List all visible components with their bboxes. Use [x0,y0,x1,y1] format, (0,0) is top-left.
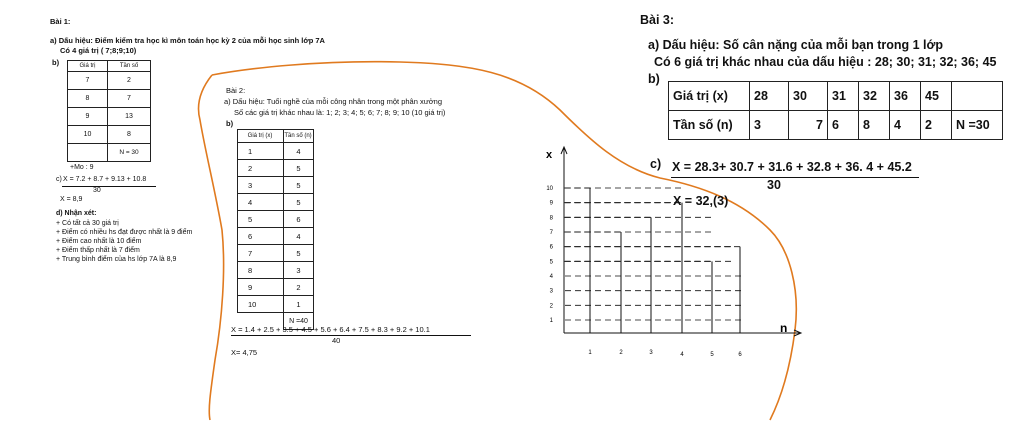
table-row [238,177,314,194]
bai3-b-label: b) [648,72,660,86]
table-row [68,126,151,144]
value-cell: 32 [859,82,890,111]
bai2-title: Bài 2: [226,86,246,95]
freq-cell: 4 [284,143,314,160]
freq-cell: 5 [284,177,314,194]
bai2-frequency-table [237,129,314,330]
bai3-mean-denominator: 30 [767,178,781,192]
table-header: Tần số [108,61,151,72]
freq-cell: 2 [108,72,151,90]
table-header: Giá trị [68,61,108,72]
x-tick-label: 5 [710,352,714,358]
x-tick-label: 6 [738,352,742,358]
freq-cell: 3 [284,262,314,279]
value-cell: 7 [68,72,108,90]
freq-cell: 7 [789,111,828,140]
x-tick-label: 1 [588,350,592,356]
value-cell: 3 [238,177,284,194]
table-row [68,108,151,126]
x-axis-label: n [780,321,788,335]
y-tick-label: 6 [549,244,553,251]
y-tick-label: 4 [549,274,553,280]
y-tick-label: 10 [546,186,553,192]
table-row [238,228,314,245]
fraction-bar [231,335,471,336]
bai1-d-item: + Điểm thấp nhất là 7 điểm [56,247,140,254]
table-row [669,111,1003,140]
fraction-bar [62,186,156,187]
table-row [238,296,314,313]
value-cell: 4 [238,194,284,211]
bai2-a-line1: a) Dấu hiệu: Tuổi nghề của mỗi công nhân trong một phân xưởng [224,97,442,106]
x-tick-label: 2 [619,350,623,356]
fraction-bar [671,177,919,178]
bai3-a-line1: a) Dấu hiệu: Số cân nặng của mỗi bạn trong 1 lớp [648,38,944,52]
freq-cell: 5 [284,245,314,262]
bai1-d-item: + Điểm có nhiều hs đạt được nhất là 9 điểm [56,229,193,236]
value-cell: 7 [238,245,284,262]
empty-cell [952,82,1003,111]
bai3-mean-numerator: X = 28.3+ 30.7 + 31.6 + 32.8 + 36. 4 + 45.2 [672,160,912,174]
value-cell: 2 [238,160,284,177]
y-tick-label: 9 [549,200,553,207]
table-row [238,211,314,228]
freq-cell: 8 [108,126,151,144]
freq-cell: 2 [284,279,314,296]
value-cell: 5 [238,211,284,228]
bai3-c-label: c) [650,157,662,171]
value-cell: 45 [921,82,952,111]
y-tick-label: 1 [549,318,553,324]
value-cell: 28 [750,82,789,111]
bai3-a-line2: Có 6 giá trị khác nhau của dấu hiệu : 28; 30; 31; 32; 36; 45 [654,55,997,69]
bai2-mean-numerator: X = 1.4 + 2.5 + 3.5 + 4.5 + 5.6 + 6.4 + 7.5 + 8.3 + 9.2 + 10.1 [231,325,430,334]
bai2-b-label: b) [226,119,234,128]
bai2-mean-denominator: 40 [332,336,341,345]
bai3-title: Bài 3: [640,13,675,27]
freq-cell: 6 [284,211,314,228]
table-row [238,279,314,296]
freq-cell: 1 [284,296,314,313]
freq-cell: 6 [828,111,859,140]
freq-cell: 13 [108,108,151,126]
freq-cell: 7 [108,90,151,108]
table-row [68,72,151,90]
bai1-mode: +Mo : 9 [70,164,94,171]
value-cell: 30 [789,82,828,111]
value-cell: 10 [68,126,108,144]
row-header: Giá trị (x) [669,82,750,111]
y-axis-label: x [546,149,553,161]
table-row [238,245,314,262]
bai1-mean-denominator: 30 [93,187,101,194]
freq-cell: 8 [859,111,890,140]
y-tick-label: 2 [549,303,553,310]
bai1-b-label: b) [52,58,60,67]
bai1-a-line1: a) Dấu hiệu: Điểm kiểm tra học kì môn toán học kỳ 2 của mỗi học sinh lớp 7A [50,36,325,45]
freq-cell: 2 [921,111,952,140]
total-cell: N =40 [284,313,314,330]
row-header: Tần số (n) [669,111,750,140]
freq-cell: 5 [284,160,314,177]
bai1-d-title: d) Nhận xét: [56,210,97,217]
value-cell: 8 [238,262,284,279]
bai1-d-item: + Điểm cao nhất là 10 điểm [56,238,142,245]
value-cell: 9 [68,108,108,126]
bai1-mean-result: X = 8,9 [60,196,83,203]
table-header: Tần số (n) [284,130,314,143]
table-row [68,144,151,162]
bai1-title: Bài 1: [50,17,71,26]
y-tick-label: 5 [549,259,553,266]
table-row [238,143,314,160]
table-row [238,262,314,279]
y-tick-label: 7 [549,230,553,236]
freq-cell: 3 [750,111,789,140]
bai3-frequency-table [668,81,1003,140]
total-cell: N =30 [952,111,1003,140]
table-header: Giá trị (x) [238,130,284,143]
value-cell: 6 [238,228,284,245]
bai1-d-item: + Có tất cả 30 giá trị [56,220,119,227]
value-cell: 9 [238,279,284,296]
x-tick-label: 3 [649,350,653,356]
x-tick-label: 4 [680,352,684,358]
bai2-mean-result: X= 4,75 [231,348,258,357]
value-cell: 31 [828,82,859,111]
value-cell: 8 [68,90,108,108]
bai1-d-item: + Trung bình điểm của hs lớp 7A là 8,9 [56,256,177,263]
freq-cell: 4 [890,111,921,140]
freq-cell: 4 [284,228,314,245]
value-cell: 10 [238,296,284,313]
bai1-frequency-table [67,60,151,162]
bai1-a-line2: Có 4 giá trị ( 7;8;9;10) [60,46,137,55]
bai2-a-line2: Số các giá trị khác nhau là: 1; 2; 3; 4; 5; 6; 7; 8; 9; 10 (10 giá trị) [234,108,446,117]
table-row [238,194,314,211]
value-cell: 1 [238,143,284,160]
bai1-mean-numerator: X = 7.2 + 8.7 + 9.13 + 10.8 [63,176,147,183]
bai1-c-label: c) [56,176,62,183]
table-row [669,82,1003,111]
freq-cell: 5 [284,194,314,211]
bai3-mean-result: X = 32,(3) [673,194,729,208]
y-tick-label: 8 [549,215,553,222]
table-row [238,160,314,177]
y-tick-label: 3 [549,288,553,295]
total-cell: N = 30 [108,144,151,162]
value-cell: 36 [890,82,921,111]
table-row [68,90,151,108]
